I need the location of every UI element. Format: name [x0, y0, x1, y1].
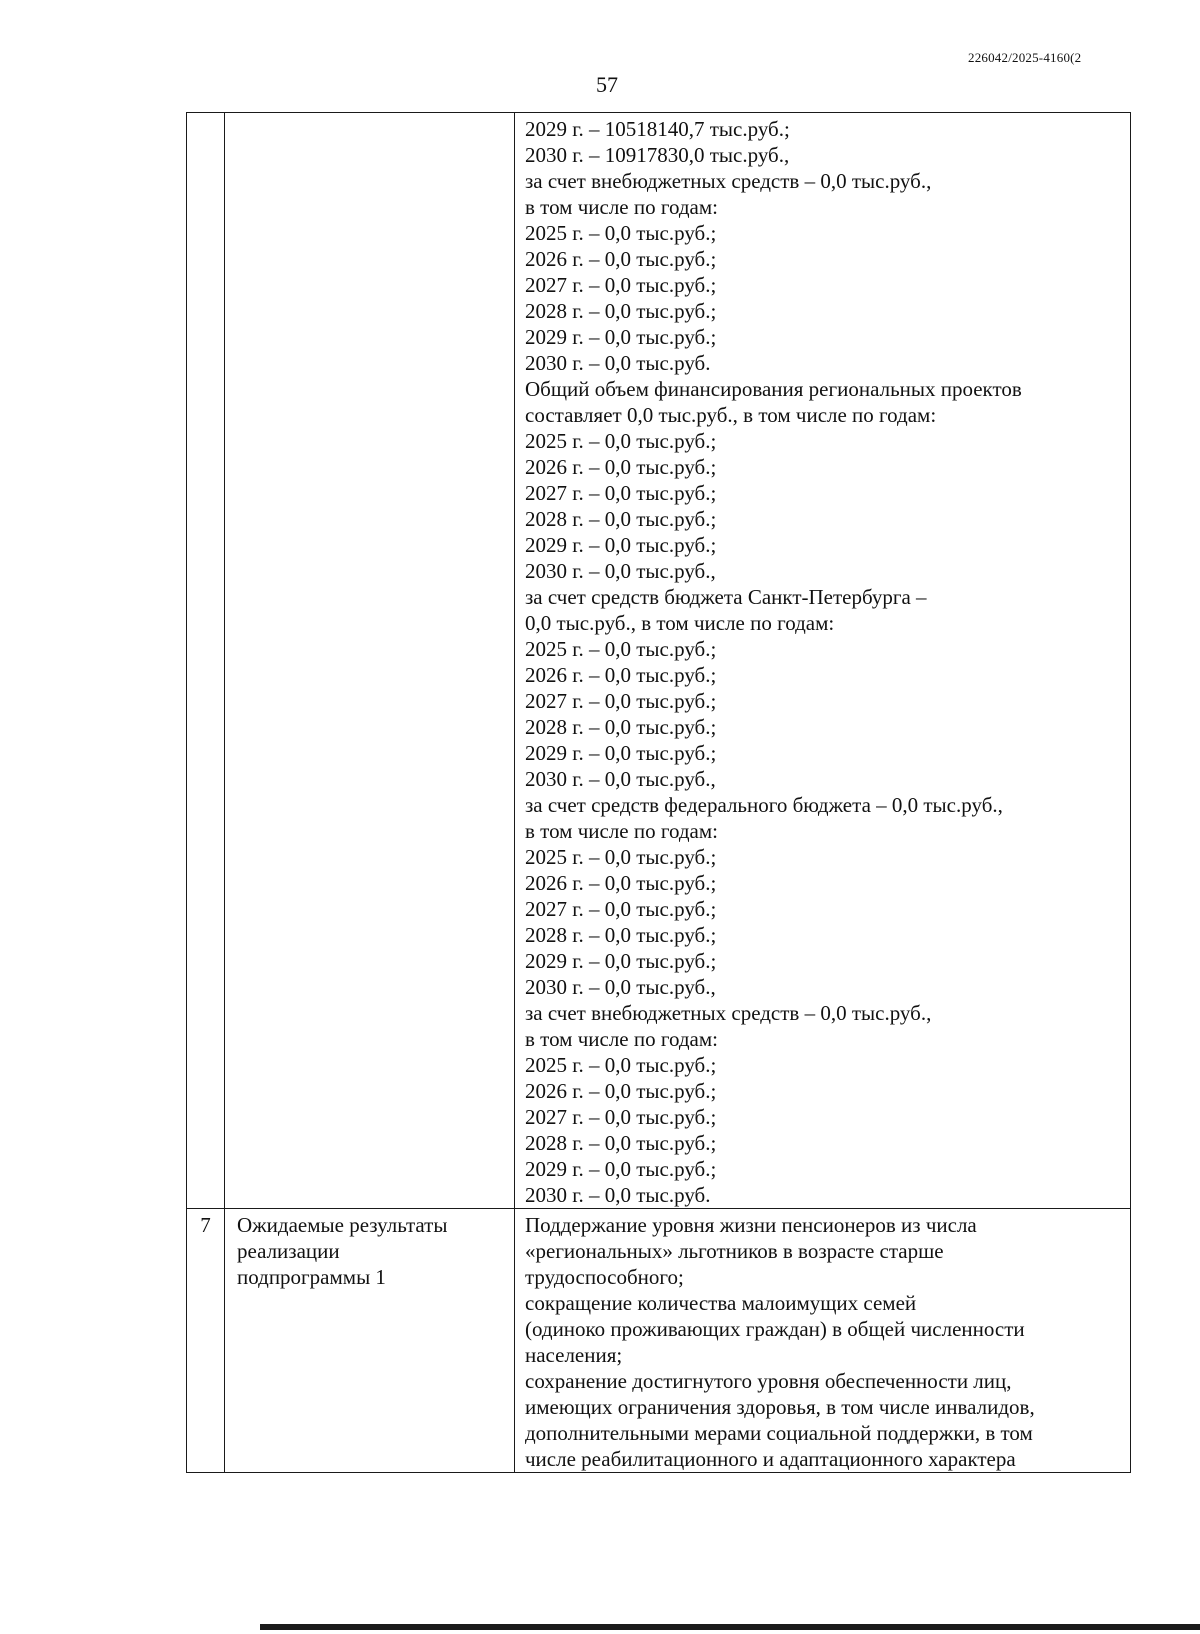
row-name-cell: [225, 113, 515, 1209]
text-line: 2026 г. – 0,0 тыс.руб.;: [525, 455, 717, 479]
text-line: 2029 г. – 0,0 тыс.руб.;: [525, 949, 717, 973]
text-line: 2030 г. – 0,0 тыс.руб.: [525, 351, 711, 375]
text-line: 2029 г. – 0,0 тыс.руб.;: [525, 325, 717, 349]
text-line: в том числе по годам:: [525, 819, 718, 843]
text-line: 2027 г. – 0,0 тыс.руб.;: [525, 897, 717, 921]
text-line: числе реабилитационного и адаптационного характера: [525, 1447, 1016, 1471]
row-name-line: реализации: [237, 1239, 340, 1263]
text-line: 2029 г. – 0,0 тыс.руб.;: [525, 741, 717, 765]
row-name-line: подпрограммы 1: [237, 1265, 386, 1289]
text-line: дополнительными мерами социальной поддержки, в том: [525, 1421, 1033, 1445]
text-line: 2025 г. – 0,0 тыс.руб.;: [525, 429, 717, 453]
text-line: 2030 г. – 0,0 тыс.руб.,: [525, 975, 716, 999]
text-line: 2028 г. – 0,0 тыс.руб.;: [525, 299, 717, 323]
text-line: (одиноко проживающих граждан) в общей численности: [525, 1317, 1025, 1341]
expected-results-cell: [515, 1209, 1131, 1473]
text-line: за счет средств бюджета Санкт-Петербурга –: [525, 585, 927, 609]
row-name-line: Ожидаемые результаты: [237, 1213, 448, 1237]
text-line: сокращение количества малоимущих семей: [525, 1291, 917, 1315]
text-line: 2028 г. – 0,0 тыс.руб.;: [525, 923, 717, 947]
text-line: 2027 г. – 0,0 тыс.руб.;: [525, 689, 717, 713]
text-line: 2029 г. – 0,0 тыс.руб.;: [525, 1157, 717, 1181]
text-line: сохранение достигнутого уровня обеспеченности лиц,: [525, 1369, 1012, 1393]
scan-edge-divider: [260, 1624, 1200, 1630]
text-line: 2029 г. – 10518140,7 тыс.руб.;: [525, 117, 790, 141]
text-line: 2030 г. – 10917830,0 тыс.руб.,: [525, 143, 790, 167]
row-name-cell: [225, 1209, 515, 1473]
text-line: Общий объем финансирования региональных проектов: [525, 377, 1022, 401]
text-line: трудоспособного;: [525, 1265, 684, 1289]
financing-content-cell: [515, 113, 1131, 1209]
text-line: 2028 г. – 0,0 тыс.руб.;: [525, 715, 717, 739]
text-line: населения;: [525, 1343, 623, 1367]
table-row-continuation: [187, 113, 1131, 1209]
text-line: 2028 г. – 0,0 тыс.руб.;: [525, 1131, 717, 1155]
text-line: за счет внебюджетных средств – 0,0 тыс.руб.,: [525, 169, 932, 193]
text-line: 2027 г. – 0,0 тыс.руб.;: [525, 1105, 717, 1129]
table-row-7: [187, 1209, 1131, 1473]
text-line: 0,0 тыс.руб., в том числе по годам:: [525, 611, 835, 635]
row-number-cell: [187, 1209, 225, 1473]
text-line: 2030 г. – 0,0 тыс.руб.: [525, 1183, 711, 1207]
text-line: составляет 0,0 тыс.руб., в том числе по годам:: [525, 403, 937, 427]
text-line: 2026 г. – 0,0 тыс.руб.;: [525, 247, 717, 271]
document-code: 226042/2025-4160(2: [968, 50, 1082, 65]
text-line: имеющих ограничения здоровья, в том числе инвалидов,: [525, 1395, 1035, 1419]
text-line: 2027 г. – 0,0 тыс.руб.;: [525, 481, 717, 505]
text-line: 2028 г. – 0,0 тыс.руб.;: [525, 507, 717, 531]
text-line: в том числе по годам:: [525, 1027, 718, 1051]
text-line: 2027 г. – 0,0 тыс.руб.;: [525, 273, 717, 297]
text-line: «региональных» льготников в возрасте старше: [525, 1239, 944, 1263]
text-line: Поддержание уровня жизни пенсионеров из числа: [525, 1213, 977, 1237]
text-line: 2025 г. – 0,0 тыс.руб.;: [525, 221, 717, 245]
program-table: [186, 112, 1131, 1473]
text-line: 2030 г. – 0,0 тыс.руб.,: [525, 767, 716, 791]
page-number: 57: [596, 72, 618, 97]
text-line: за счет внебюджетных средств – 0,0 тыс.руб.,: [525, 1001, 932, 1025]
text-line: 2025 г. – 0,0 тыс.руб.;: [525, 845, 717, 869]
row-number: 7: [200, 1213, 211, 1237]
text-line: 2025 г. – 0,0 тыс.руб.;: [525, 637, 717, 661]
text-line: 2029 г. – 0,0 тыс.руб.;: [525, 533, 717, 557]
text-line: 2026 г. – 0,0 тыс.руб.;: [525, 663, 717, 687]
text-line: за счет средств федерального бюджета – 0,0 тыс.руб.,: [525, 793, 1003, 817]
text-line: 2026 г. – 0,0 тыс.руб.;: [525, 871, 717, 895]
text-line: в том числе по годам:: [525, 195, 718, 219]
row-number-cell: [187, 113, 225, 1209]
text-line: 2025 г. – 0,0 тыс.руб.;: [525, 1053, 717, 1077]
text-line: 2026 г. – 0,0 тыс.руб.;: [525, 1079, 717, 1103]
text-line: 2030 г. – 0,0 тыс.руб.,: [525, 559, 716, 583]
